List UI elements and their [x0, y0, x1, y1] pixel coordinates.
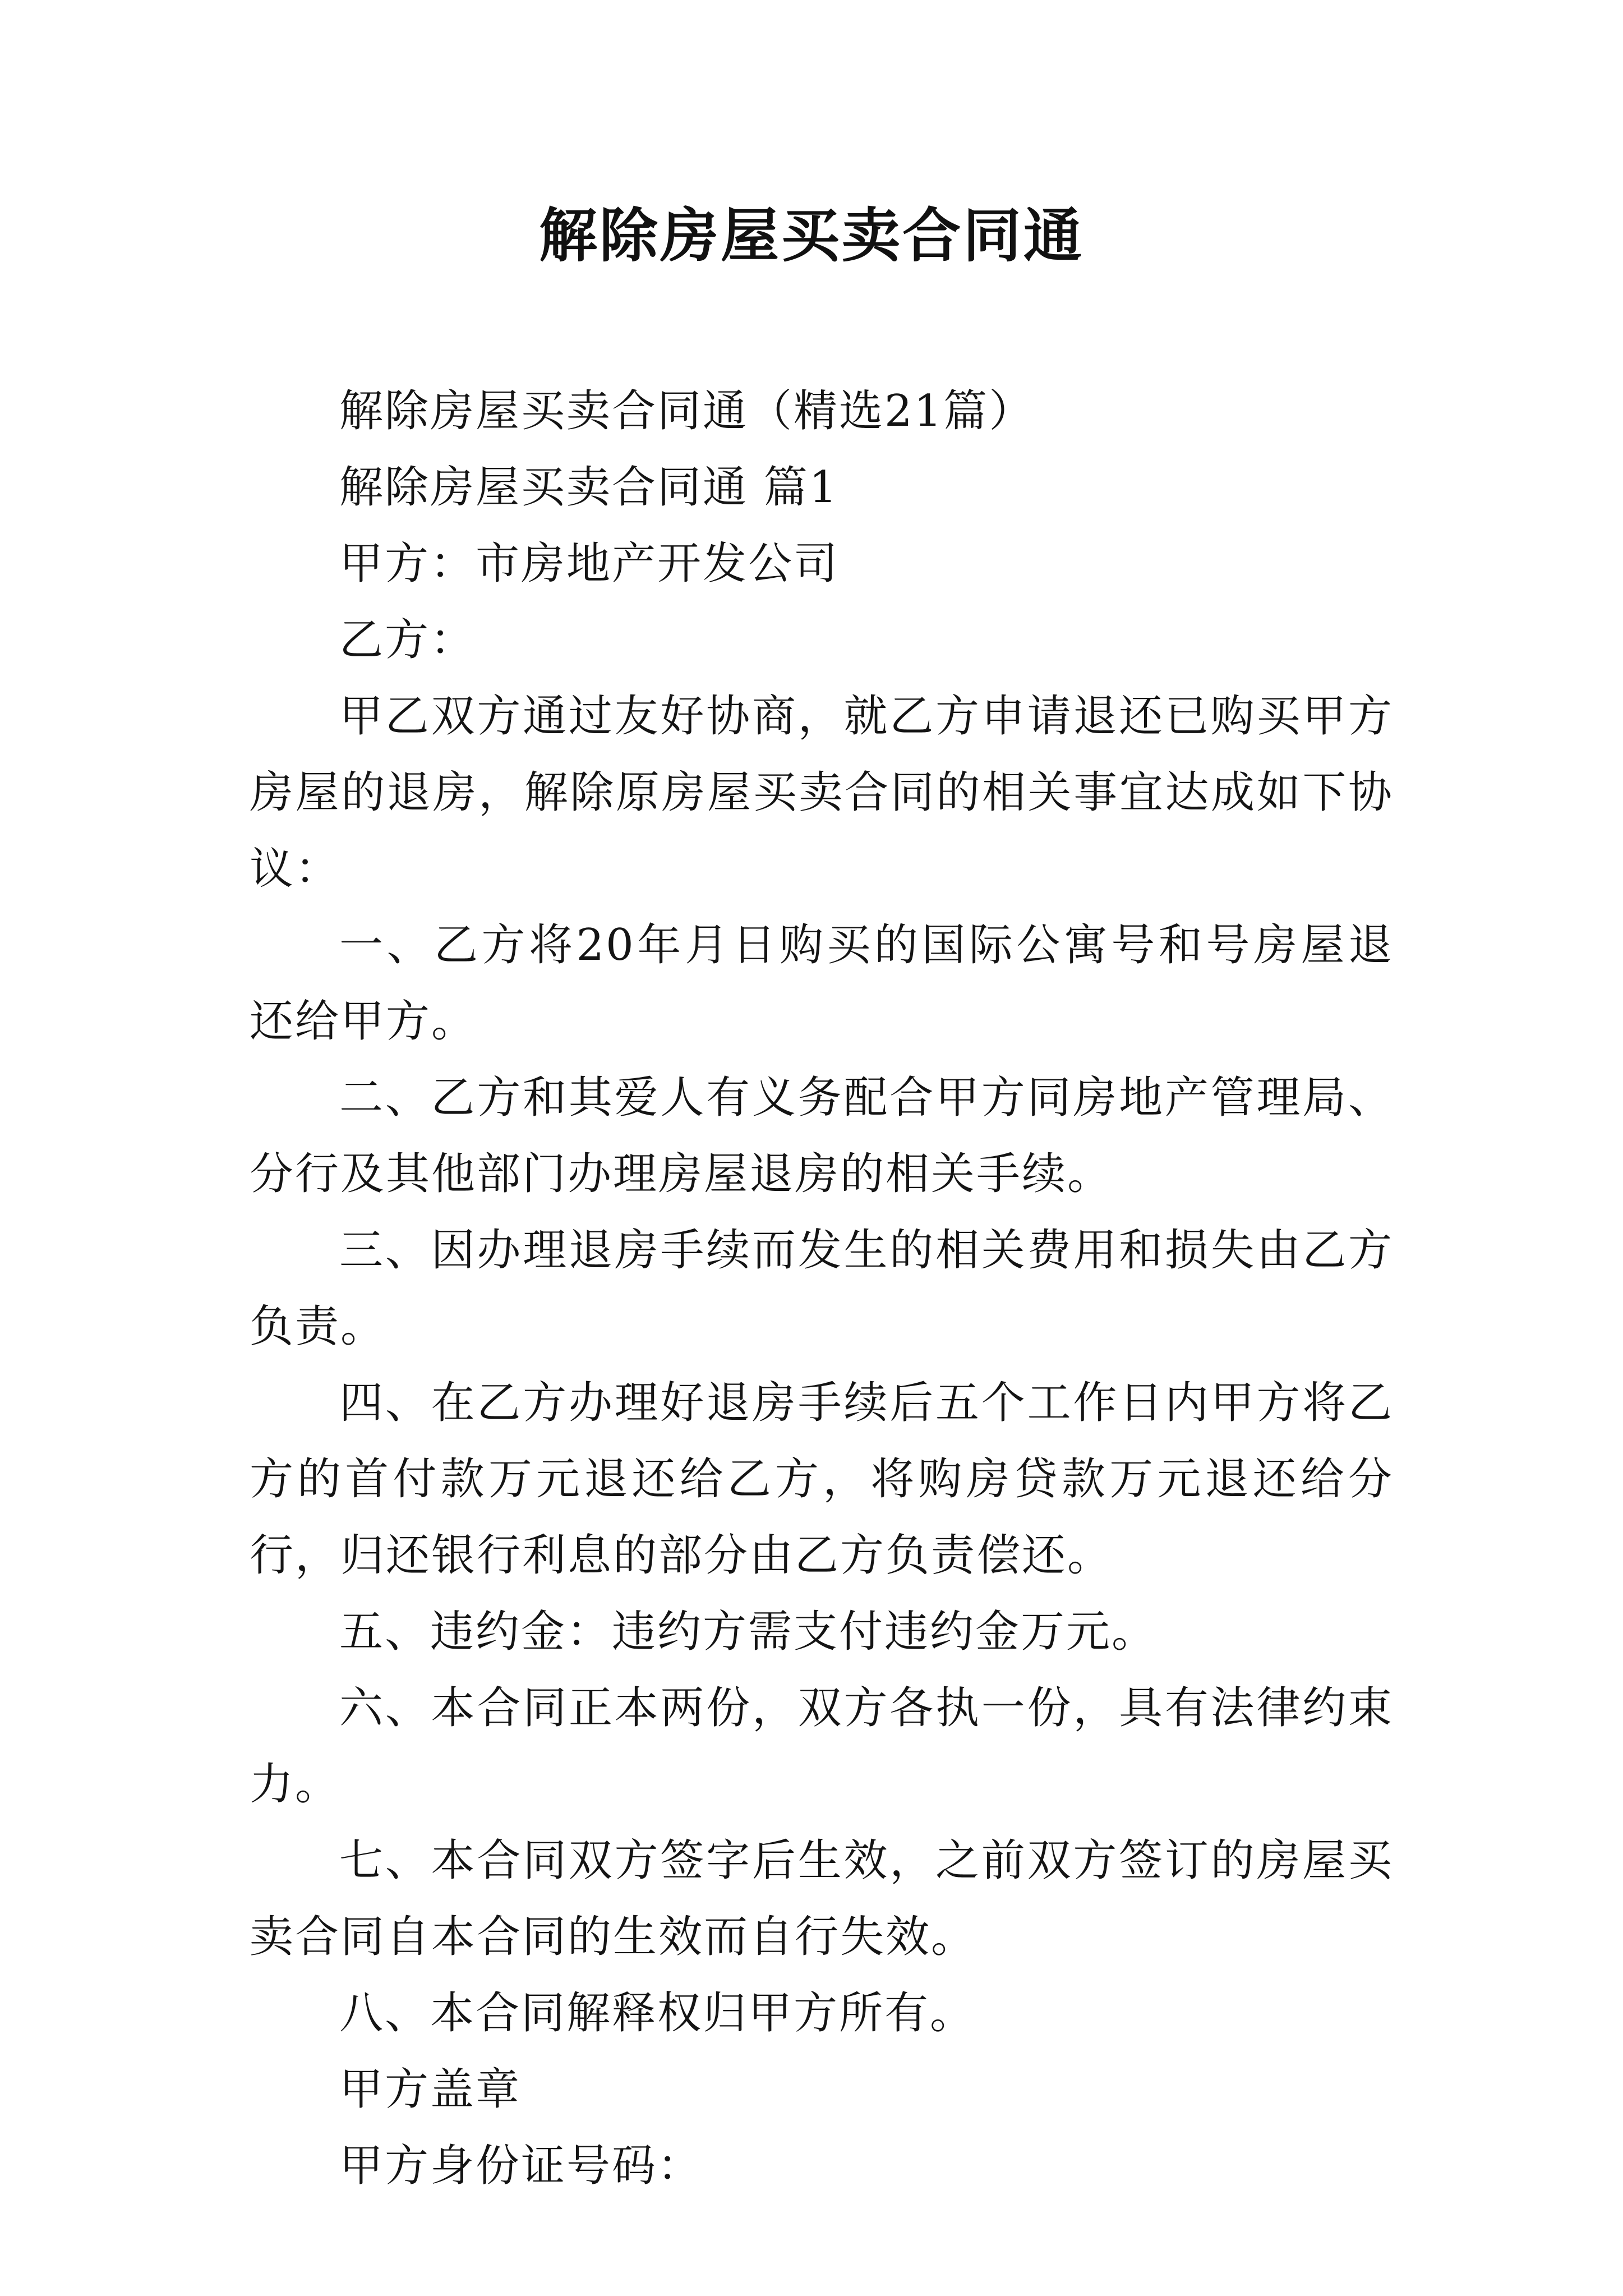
- paragraph-section-heading: 解除房屋买卖合同通 篇1: [339, 462, 839, 513]
- party-a-seal-label: 甲方盖章: [339, 2064, 522, 2115]
- clause-5: 五、违约金：违约方需支付违约金万元。: [339, 1607, 1158, 1657]
- party-a-id-label: 甲方身份证号码：: [339, 2141, 703, 2191]
- paragraph-preamble: 甲乙双方通过友好协商，就乙方申请退还已购买甲方房屋的退房，解除原房屋买卖合同的相关事宜达成如下协议：: [250, 691, 1394, 894]
- paragraph-subtitle: 解除房屋买卖合同通（精选21篇）: [339, 386, 1035, 436]
- clause-4: 四、在乙方办理好退房手续后五个工作日内甲方将乙方的首付款万元退还给乙方，将购房贷款万元退还给分行，归还银行利息的部分由乙方负责偿还。: [250, 1378, 1394, 1581]
- document-title: 解除房屋买卖合同通: [538, 201, 1084, 270]
- clause-8: 八、本合同解释权归甲方所有。: [339, 1988, 976, 2039]
- document-body: [250, 373, 1394, 2204]
- clause-6: 六、本合同正本两份，双方各执一份，具有法律约束力。: [250, 1683, 1394, 1810]
- paragraph-party-b: 乙方：: [339, 615, 476, 665]
- clause-1: 一、乙方将20年月日购买的国际公寓号和号房屋退还给甲方。: [250, 920, 1394, 1047]
- clause-3: 三、因办理退房手续而发生的相关费用和损失由乙方负责。: [250, 1225, 1394, 1352]
- clause-2: 二、乙方和其爱人有义务配合甲方同房地产管理局、分行及其他部门办理房屋退房的相关手续。: [250, 1073, 1394, 1199]
- clause-7: 七、本合同双方签字后生效，之前双方签订的房屋买卖合同自本合同的生效而自行失效。: [250, 1835, 1394, 1962]
- paragraph-party-a: 甲方：市房地产开发公司: [339, 539, 840, 589]
